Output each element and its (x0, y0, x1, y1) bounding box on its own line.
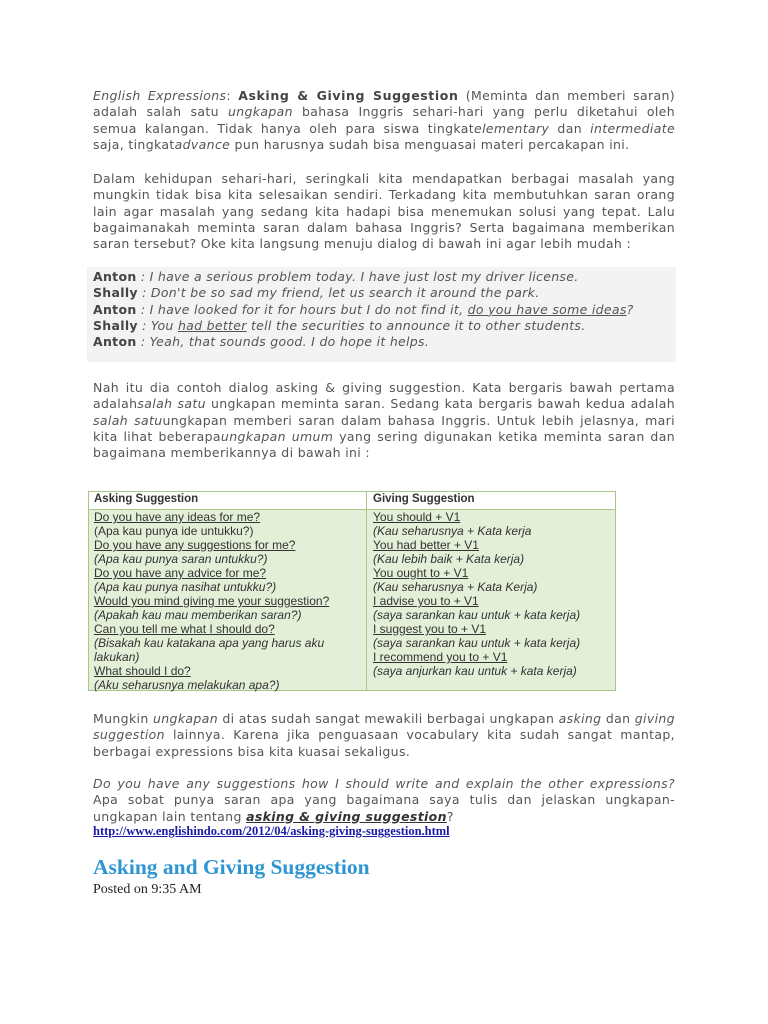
giving-expression: You ought to + V1 (373, 566, 469, 580)
asking-column (94, 510, 362, 692)
dialog-box (87, 267, 676, 362)
header-giving: Giving Suggestion (373, 493, 475, 505)
summary-text: di atas sudah sangat mewakili berbagai ungkapan (218, 711, 559, 726)
summary-italic: asking (558, 711, 602, 726)
explain-italic: salah satu (93, 412, 163, 428)
dialog-sep: : (136, 301, 150, 317)
post-timestamp: Posted on 9:35 AM (93, 882, 202, 897)
explain-text: Nah itu dia contoh dialog asking & giving suggestion. Kata bergaris bawah pertama adalah (93, 380, 675, 412)
speaker-name: Anton (93, 301, 137, 317)
summary-text: lainnya. Karena jika penguasaan vocabulary kita sudah sangat mantap, berbagai expressions bisa kita kuasai sekaligus. (93, 727, 675, 759)
dialog-sep: : (136, 334, 150, 350)
expressions-table (88, 491, 616, 691)
closing-text: ? (446, 808, 454, 824)
asking-translation: (Apa kau punya ide untukku?) (94, 524, 254, 538)
asking-expression: Can you tell me what I should do? (94, 622, 275, 636)
giving-column (373, 510, 613, 678)
intro-text: (Meminta dan memberi saran) adalah salah satu (93, 88, 675, 120)
intro-term: English Expressions (93, 88, 227, 103)
giving-expression: You should + V1 (373, 510, 461, 524)
intro-text: bahasa Inggris sehari-hari yang perlu diketahui oleh semua kalangan. Tidak hanya oleh para siswa tingkat (93, 104, 675, 136)
source-link[interactable]: http://www.englishindo.com/2012/04/asking-giving-suggestion.html (93, 824, 450, 838)
summary-text: dan (601, 711, 635, 726)
summary-paragraph (93, 711, 675, 760)
asking-translation: (Apa kau punya saran untukku?) (94, 552, 268, 566)
intro-elementary: elementary (474, 120, 550, 136)
dialog-text: Yeah, that sounds good. I do hope it helps. (149, 334, 430, 350)
closing-paragraph (93, 776, 675, 825)
giving-translation: (saya anjurkan kau untuk + kata kerja) (373, 664, 577, 678)
topic-link[interactable]: asking & giving suggestion (246, 808, 447, 824)
context-paragraph: Dalam kehidupan sehari-hari, seringkali kita mendapatkan berbagai masalah yang mungkin tidak bisa kita selesaikan sendiri. Terkadang kita membutuhkan saran orang lain agar masalah yang sedang kita hadapi bisa menemukan solusi yang tepat. Lalu bagaimanakah meminta saran dalam bahasa Inggris? Serta bagaimana memberikan saran tersebut? Oke kita langsung menuju dialog di bawah ini agar lebih mudah : (93, 171, 675, 252)
header-asking: Asking Suggestion (94, 493, 199, 505)
asking-expression: Do you have any suggestions for me? (94, 538, 296, 552)
dialog-line (93, 269, 670, 285)
intro-topic: Asking & Giving Suggestion (238, 88, 459, 103)
explain-text: ungkapan memberi saran dalam bahasa Inggris. Untuk lebih jelasnya, mari kita lihat beberapa (93, 412, 675, 444)
giving-translation: (Kau seharusnya + Kata Kerja) (373, 580, 538, 594)
giving-translation: (Kau seharusnya + Kata kerja (373, 524, 532, 538)
giving-translation: (saya sarankan kau untuk + kata kerja) (373, 636, 581, 650)
intro-intermediate: intermediate (590, 120, 675, 136)
dialog-text: Don't be so sad my friend, let us search it around the park. (150, 285, 540, 301)
intro-text: saja, tingkat (93, 136, 175, 152)
intro-ungkapan: ungkapan (227, 104, 293, 120)
giving-translation: (saya sarankan kau untuk + kata kerja) (373, 608, 581, 622)
giving-expression: I suggest you to + V1 (373, 622, 487, 636)
explain-text: yang sering digunakan ketika meminta saran dan bagaimana memberikannya di bawah ini : (93, 428, 675, 461)
explanation-paragraph (93, 380, 675, 461)
intro-text: pun harusnya sudah bisa menguasai materi percakapan ini. (230, 136, 630, 152)
dialog-text: I have looked for it for hours but I do not find it, (149, 301, 468, 317)
summary-italic: giving suggestion (93, 711, 675, 743)
speaker-name: Anton (93, 334, 137, 350)
explain-italic: salah satu (137, 396, 206, 412)
summary-text: Mungkin (93, 711, 153, 726)
intro-sep: : (226, 88, 239, 103)
dialog-sep: : (137, 285, 151, 301)
speaker-name: Anton (93, 269, 137, 284)
asking-expression: What should I do? (94, 664, 191, 678)
asking-underlined: do you have some ideas (467, 301, 627, 317)
giving-expression: I advise you to + V1 (373, 594, 479, 608)
closing-text: Apa sobat punya saran apa yang bagaimana saya tulis dan jelaskan ungkapan-ungkapan lain tentang (93, 792, 675, 824)
dialog-sep: : (137, 317, 151, 333)
intro-text: dan (549, 120, 591, 136)
dialog-line (93, 334, 670, 350)
summary-italic: ungkapan (153, 711, 218, 726)
closing-question: Do you have any suggestions how I should write and explain the other expressions? (93, 776, 675, 791)
giving-expression: You had better + V1 (373, 538, 479, 552)
dialog-text: tell the securities to announce it to other students. (246, 317, 586, 333)
dialog-line (93, 302, 670, 318)
explain-italic: ungkapan umum (220, 428, 334, 444)
column-divider (366, 492, 367, 690)
post-title: Asking and Giving Suggestion (93, 855, 370, 879)
asking-expression: Do you have any advice for me? (94, 566, 267, 580)
dialog-sep: : (136, 269, 150, 284)
table-header-row (89, 492, 615, 510)
intro-advance: advance (174, 136, 231, 152)
speaker-name: Shally (93, 317, 138, 333)
giving-expression: I recommend you to + V1 (373, 650, 508, 664)
dialog-text: I have a serious problem today. I have just lost my driver license. (149, 269, 579, 284)
giving-translation: (Kau lebih baik + Kata kerja) (373, 552, 525, 566)
asking-translation: (Aku seharusnya melakukan apa?) (94, 678, 280, 692)
speaker-name: Shally (93, 285, 138, 301)
dialog-line (93, 285, 670, 301)
dialog-line (93, 318, 670, 334)
asking-expression: Would you mind giving me your suggestion? (94, 594, 330, 608)
asking-expression: Do you have any ideas for me? (94, 510, 261, 524)
asking-translation: (Apa kau punya nasihat untukku?) (94, 580, 277, 594)
asking-translation: (Bisakah kau katakana apa yang harus aku lakukan) (94, 636, 325, 664)
dialog-text: You (150, 317, 178, 333)
giving-underlined: had better (177, 317, 247, 333)
explain-text: ungkapan meminta saran. Sedang kata bergaris bawah kedua adalah (205, 396, 676, 412)
asking-translation: (Apakah kau mau memberikan saran?) (94, 608, 302, 622)
dialog-text: ? (626, 301, 634, 317)
intro-paragraph (93, 88, 675, 153)
